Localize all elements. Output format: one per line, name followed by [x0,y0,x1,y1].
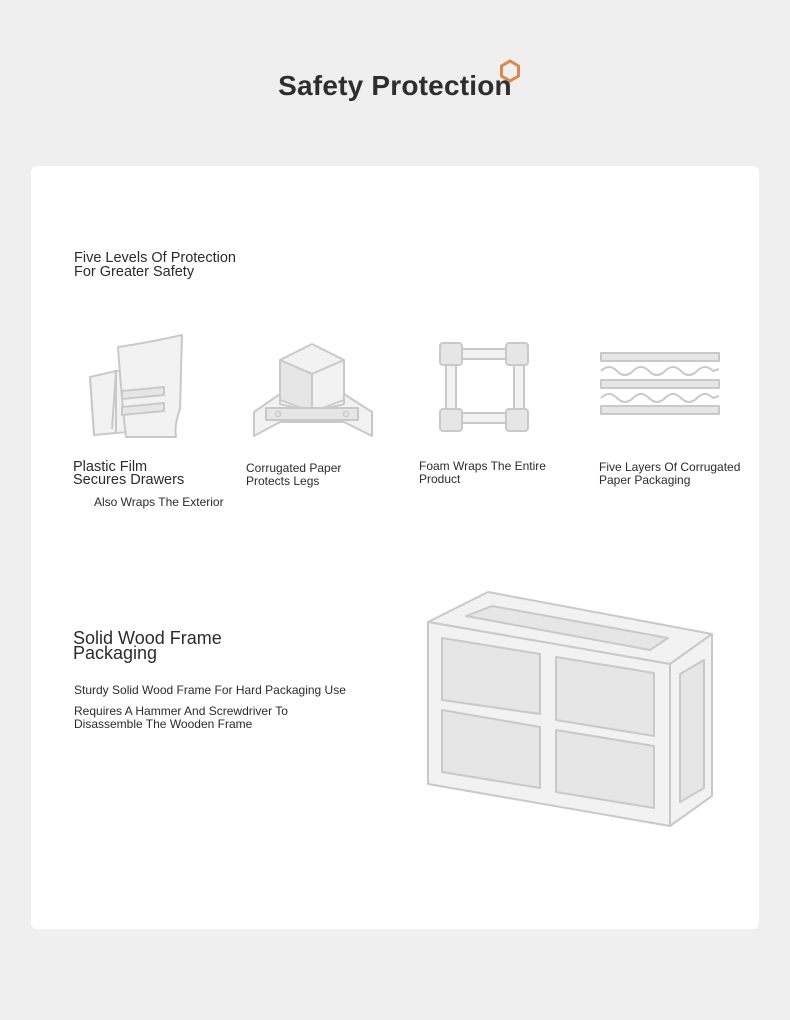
protection-label-1: Plastic Film Secures Drawers [73,459,185,488]
protection-label-2: Corrugated Paper Protects Legs [246,461,342,488]
corrugated-layers-icon [599,351,721,417]
section2-heading: Solid Wood Frame Packaging [73,628,222,663]
page-title: Safety Protection [278,70,512,101]
foam-frame-icon [438,341,532,433]
drawer-film-icon [86,333,188,439]
corner-protector-icon [252,342,374,438]
protection-label-4: Five Layers Of Corrugated Paper Packaging [599,460,741,487]
wood-crate-icon [424,590,716,830]
hexagon-icon [499,59,521,83]
protection-label-3: Foam Wraps The Entire Product [419,459,546,486]
wood-frame-desc-1: Sturdy Solid Wood Frame For Hard Packaging Use [74,683,346,697]
section1-heading: Five Levels Of Protection For Greater Safety [74,250,236,280]
protection-label-1-sub: Also Wraps The Exterior [94,495,224,509]
wood-frame-desc-2: Requires A Hammer And Screwdriver To Disassemble The Wooden Frame [74,704,288,731]
